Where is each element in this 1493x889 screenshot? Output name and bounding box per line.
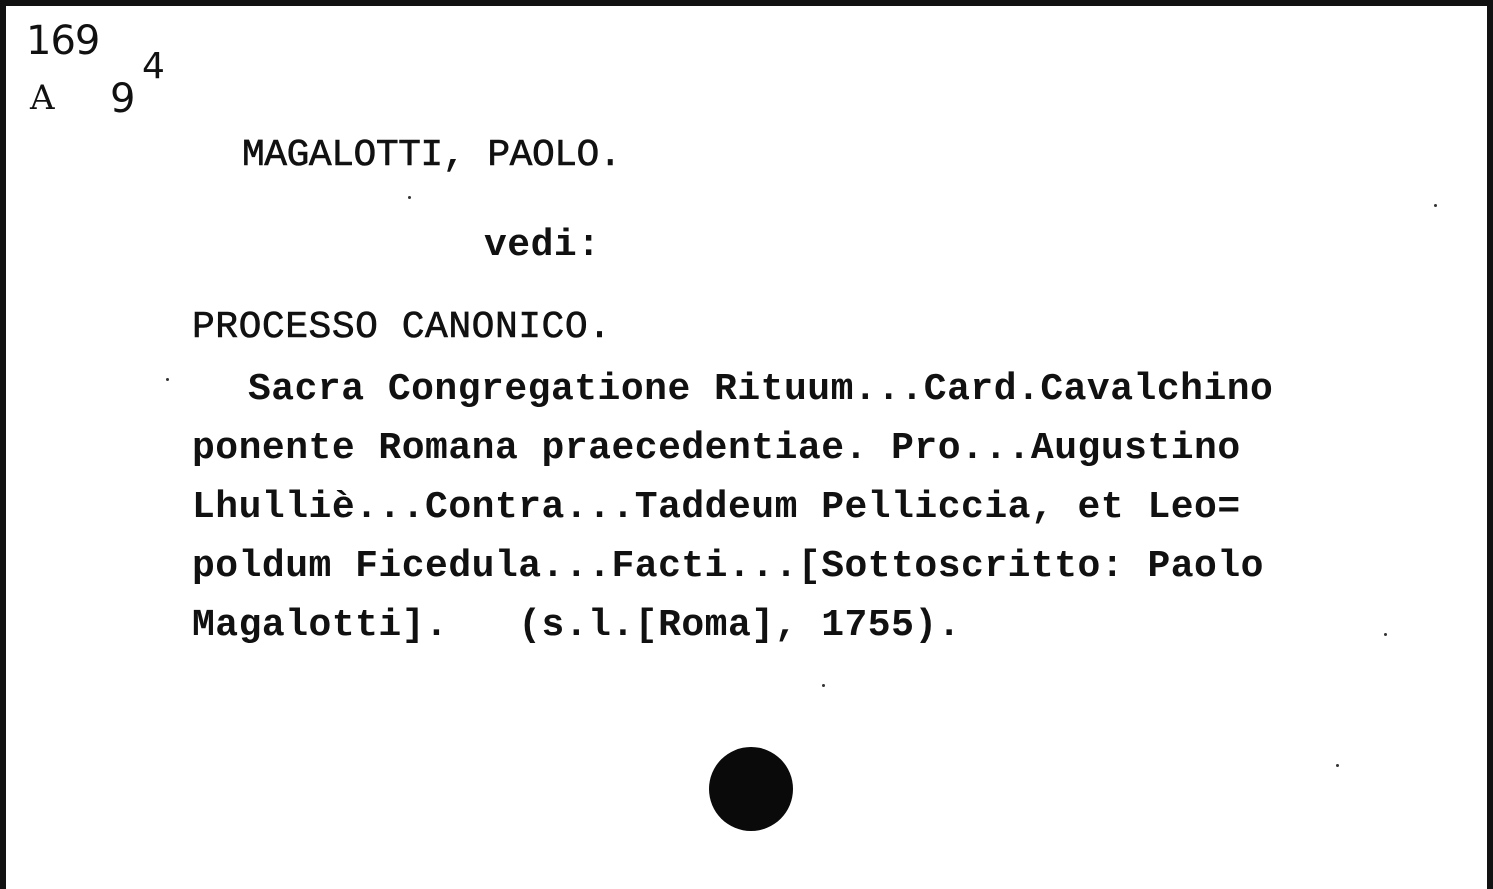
body-line: poldum Ficedula...Facti...[Sottoscritto: Paolo — [192, 545, 1264, 588]
body-line: Sacra Congregatione Rituum...Card.Cavalchino — [248, 368, 1274, 411]
paper-speck — [408, 196, 411, 199]
card-body — [192, 368, 1432, 663]
shelf-mark-number: 169 — [26, 18, 100, 64]
see-also-label: vedi: — [484, 224, 601, 267]
card-heading: MAGALOTTI, PAOLO. — [242, 134, 622, 177]
paper-speck — [1336, 764, 1339, 767]
paper-speck — [166, 378, 169, 381]
shelf-mark-superscript: 4 — [142, 46, 165, 87]
paper-speck — [1434, 204, 1437, 207]
paper-speck — [1384, 633, 1387, 636]
paper-speck — [822, 684, 825, 687]
body-line: ponente Romana praecedentiae. Pro...Augustino — [192, 427, 1241, 470]
punch-hole — [709, 747, 793, 831]
shelf-mark-base: 9 — [110, 76, 136, 122]
card-title: PROCESSO CANONICO. — [192, 306, 612, 349]
body-line: Lhulliè...Contra...Taddeum Pelliccia, et Leo= — [192, 486, 1241, 529]
body-line: Magalotti]. (s.l.[Roma], 1755). — [192, 604, 962, 647]
shelf-mark-letter: A — [30, 78, 55, 118]
